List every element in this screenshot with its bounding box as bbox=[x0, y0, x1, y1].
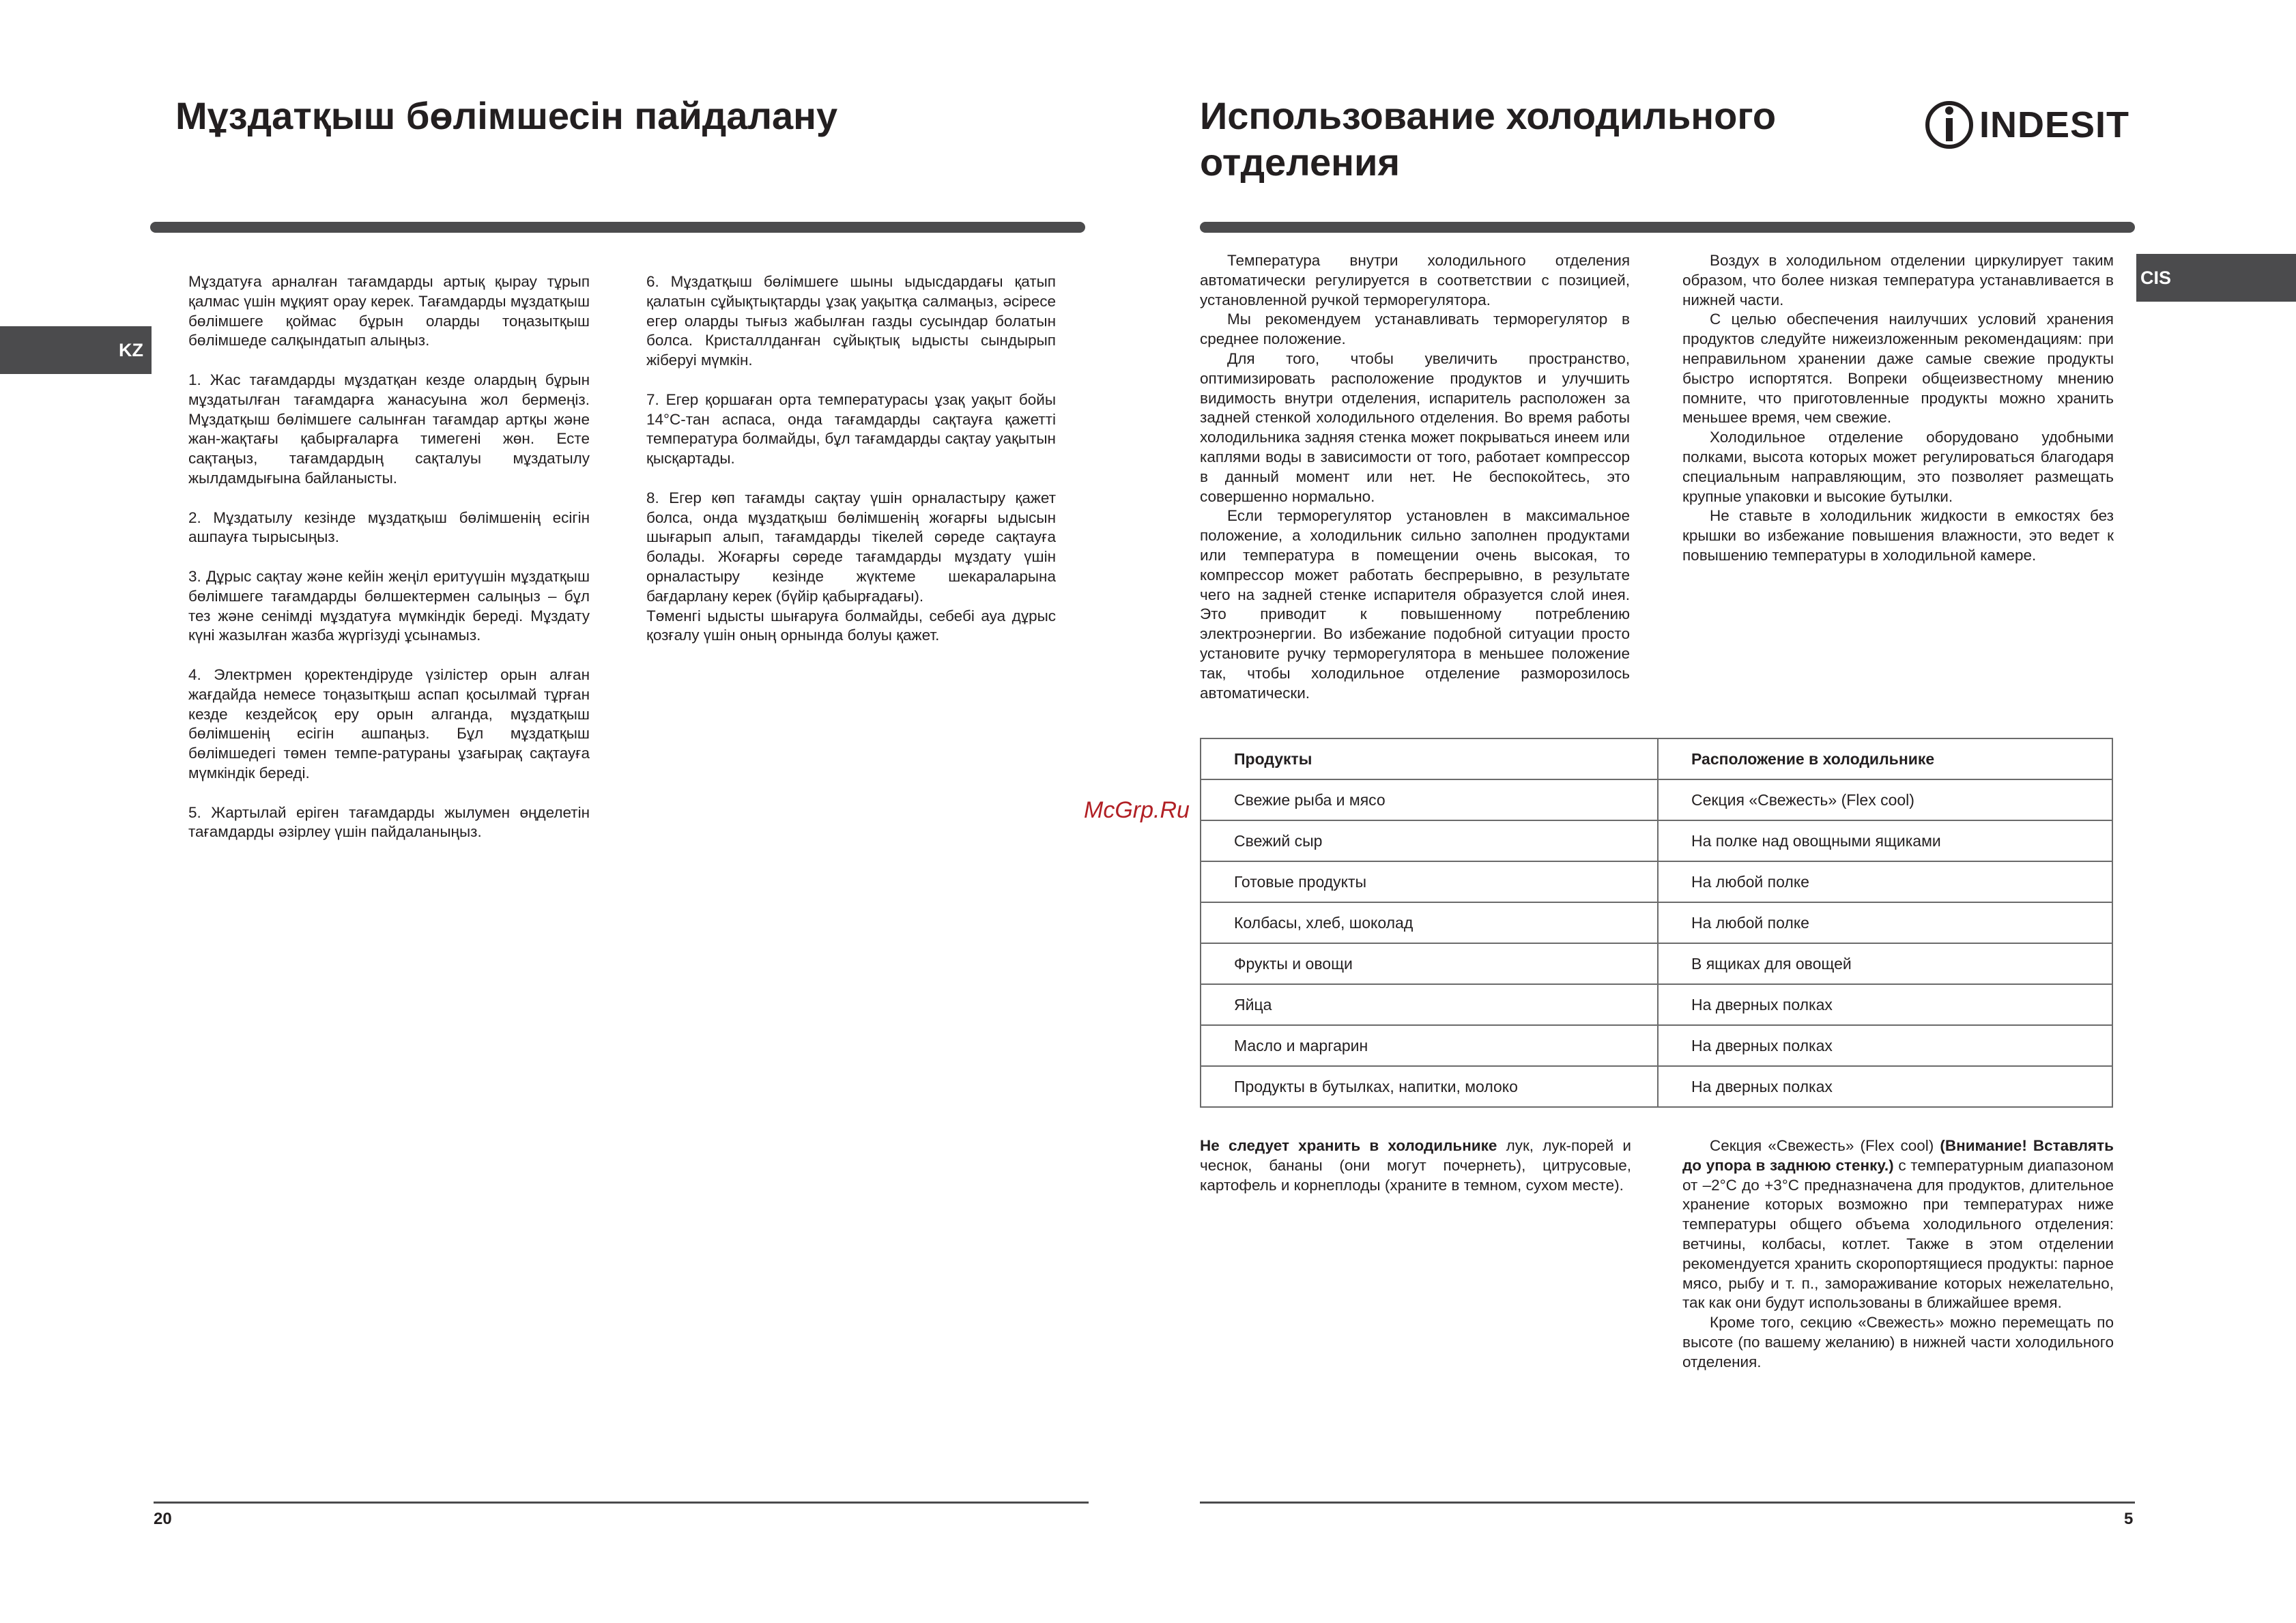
table-cell: На дверных полках bbox=[1658, 1066, 2112, 1107]
ru-paragraph: Температура внутри холодильного отделения автоматически регулируется в соответствии с позицией, установленной ручкой терморегулятора. bbox=[1200, 252, 1630, 308]
table-cell: На дверных полках bbox=[1658, 1025, 2112, 1066]
table-cell: На дверных полках bbox=[1658, 984, 2112, 1025]
kz-paragraph: 8. Егер көп тағамды сақтау үшін орналастыру қажет болса, онда мұздатқыш бөлімшенің жоғарғы ыдысын шығарып алып, тағамдарды тікелей сөреде сақтауға болады. Жоғарғы сөреде тағамдарды мұздату үшін орналастыру кезінде жүктеме шекараларына бағдарлану керек (бүйір қабырғадағы). Төменгі ыдысты шығаруға болмайды, себебі ауа дұрыс қозғалу үшін оның орнында болуы қажет. bbox=[646, 489, 1056, 644]
left-page-number: 20 bbox=[154, 1510, 172, 1528]
left-page-title: Мұздатқыш бөлімшесін пайдалану bbox=[175, 94, 838, 137]
table-row bbox=[1201, 779, 2112, 820]
ru-paragraph: Для того, чтобы увеличить пространство, оптимизировать расположение продуктов и улучшить видимость внутри отделения, испаритель расположен за задней стенкой холодильного отделения. Во время работы холодильника задняя стенка может покрываться инеем или каплями воды в зависимости от того, работает компрессор в данный момент или нет. Не беспокойтесь, это совершенно нормально. bbox=[1200, 349, 1630, 505]
ru-paragraph: Воздух в холодильном отделении циркулирует таким образом, что более низкая температура устанавливается в нижней части. bbox=[1682, 252, 2114, 308]
table-row bbox=[1201, 943, 2112, 984]
kz-paragraph: 4. Электрмен қоректендіруде үзілістер орын алған жағдайда немесе тоңазытқыш аспап қосылмай тұрған кезде кездейсоқ еру орын алганда, мұздатқыш бөлімшенің есігін ашпаңыз. Бұл мұздатқыш бөлімшедегі төмен темпе-ратураны ұзағырақ сақтауға мүмкіндік береді. bbox=[188, 665, 590, 781]
kz-tab-label: KZ bbox=[119, 339, 143, 360]
kz-language-tab bbox=[0, 326, 152, 374]
freshness-warning: (Внимание! Вставлять до упора в заднюю стенку.) bbox=[1682, 1137, 2114, 1174]
do-not-store-heading: Не следует хранить в холодильнике bbox=[1200, 1137, 1497, 1154]
ru-paragraph: Холодильное отделение оборудовано удобными полками, высота которых может регулироваться благодаря специальным направляющим, это позволяет размещать крупные упаковки и высокие бутылки. bbox=[1682, 429, 2114, 505]
indesit-logo bbox=[1923, 99, 2129, 151]
do-not-store-note bbox=[1200, 1136, 1631, 1195]
right-column-2 bbox=[1682, 251, 2114, 566]
left-footer-rule bbox=[154, 1502, 1089, 1504]
table-row bbox=[1201, 902, 2112, 943]
kz-paragraph: 1. Жас тағамдарды мұздатқан кезде олардың бұрын мұздатылған тағамдарға жанасуына жол бермеңіз. Мұздатқыш бөлімшеге салынған тағамдар артқы және жан-жақтағы қабырғаларға тимегені жөн. Есте сақтаңыз, тағамдардың сақталуы мұздатылу жылдамдығына байланысты. bbox=[188, 371, 590, 487]
right-page-number: 5 bbox=[2124, 1510, 2134, 1528]
table-cell: Продукты в бутылках, напитки, молоко bbox=[1201, 1066, 1658, 1107]
table-cell: На любой полке bbox=[1658, 861, 2112, 902]
table-cell: Яйца bbox=[1201, 984, 1658, 1025]
table-row bbox=[1201, 861, 2112, 902]
indesit-logo-icon bbox=[1923, 99, 1975, 151]
cis-tab-label: CIS bbox=[2140, 267, 2172, 288]
kz-paragraph: 2. Мұздатылу кезінде мұздатқыш бөлімшенің есігін ашпауға тырысыңыз. bbox=[188, 508, 590, 546]
ru-paragraph: Мы рекомендуем устанавливать терморегулятор в среднее положение. bbox=[1200, 311, 1630, 348]
storage-table bbox=[1200, 738, 2113, 1108]
table-cell: На любой полке bbox=[1658, 902, 2112, 943]
kz-paragraph: Мұздатуға арналған тағамдарды артық қырау тұрып қалмас үшін мұқият орау керек. Тағамдарды мұздатқыш бөлімшеге қоймас бұрын оларды тоңазытқыш бөлімшеде салқындатып алыңыз. bbox=[188, 273, 590, 349]
freshness-text: с температурным диапазоном от –2°С до +3°С предназначена для продуктов, длительное хранение которых возможно при температурах ниже температуры общего объема холодильного отделения: ветчины, колбасы, котлет. Также в этом отделении рекомендуется хранить скоропортящиеся продукты: парное мясо, рыбу и т. п., замораживание которых нежелательно, так как они будут использованы в ближайшее время. bbox=[1682, 1156, 2114, 1312]
table-cell: Фрукты и овощи bbox=[1201, 943, 1658, 984]
watermark: McGrp.Ru bbox=[1084, 797, 1190, 823]
table-cell: Секция «Свежесть» (Flex cool) bbox=[1658, 779, 2112, 820]
freshness-intro: Секция «Свежесть» (Flex cool) bbox=[1710, 1137, 1940, 1154]
right-title-line1: Использование холодильного bbox=[1200, 94, 1777, 137]
table-cell: Масло и маргарин bbox=[1201, 1025, 1658, 1066]
ru-paragraph: Не ставьте в холодильник жидкости в емкостях без крышки во избежание повышения влажности, это ведет к повышению температуры в холодильной камере. bbox=[1682, 507, 2114, 564]
left-column-2 bbox=[646, 272, 1056, 665]
right-title-bar bbox=[1200, 222, 2135, 233]
ru-paragraph: Если терморегулятор установлен в максимальное положение, а холодильник сильно заполнен продуктами или температура в помещении очень высокая, то компрессор может работать беспрерывно, в результате чего на задней стенке испарителя образуется слой инея. Это приводит к повышенному потреблению электроэнергии. Во избежание подобной ситуации просто установите ручку терморегулятора в меньшее положение так, чтобы холодильное отделение разморозилось автоматически. bbox=[1200, 507, 1630, 702]
left-title-bar bbox=[150, 222, 1085, 233]
table-header-products: Продукты bbox=[1201, 738, 1658, 779]
kz-paragraph: 6. Мұздатқыш бөлімшеге шыны ыдысдардағы қатып қалатын сұйықтықтарды ұзақ уақытқа салмаңыз, әсіресе егер оларды тығыз жабылған газды сусындар болатын болса. Кристаллданған сұйықтық ыдысты сындырып жіберуі мүмкін. bbox=[646, 273, 1056, 369]
table-cell: На полке над овощными ящиками bbox=[1658, 820, 2112, 861]
table-row bbox=[1201, 1066, 2112, 1107]
cis-language-tab bbox=[2136, 254, 2296, 302]
kz-paragraph: 3. Дұрыс сақтау және кейін жеңіл еритуүшін мұздатқыш бөлімшеге тағамдарды бөлшектермен салыңыз – бұл тез және сенімді мұздатуға мүмкіндік береді. Мұздату күні жазылған жазба жүргізуді ұсынамыз. bbox=[188, 567, 590, 644]
freshness-section-note bbox=[1682, 1136, 2114, 1373]
table-cell: В ящиках для овощей bbox=[1658, 943, 2112, 984]
table-cell: Свежий сыр bbox=[1201, 820, 1658, 861]
table-row bbox=[1201, 1025, 2112, 1066]
table-cell: Свежие рыба и мясо bbox=[1201, 779, 1658, 820]
table-header-row bbox=[1201, 738, 2112, 779]
right-column-1 bbox=[1200, 251, 1630, 703]
kz-paragraph: 7. Егер қоршаған орта температурасы ұзақ уақыт бойы 14°С-тан аспаса, онда тағамдарды сақтауға қажетті температура болмайды, бұл тағамдарды сақтау уақытын қысқартады. bbox=[646, 390, 1056, 468]
kz-paragraph: 5. Жартылай еріген тағамдарды жылумен өңделетін тағамдарды әзірлеу үшін пайдаланыңыз. bbox=[188, 803, 590, 841]
ru-paragraph: С целью обеспечения наилучших условий хранения продуктов следуйте нижеизложенным рекомендациям: при неправильном хранении даже самые свежие продукты быстро испортятся. Вопреки общеизвестному мнению помните, что приготовленные продукты можно хранить меньшее время, чем свежие. bbox=[1682, 311, 2114, 427]
right-title-line2: отделения bbox=[1200, 141, 1401, 184]
table-row bbox=[1201, 984, 2112, 1025]
table-header-location: Расположение в холодильнике bbox=[1658, 738, 2112, 779]
left-column-1 bbox=[188, 272, 590, 862]
table-row bbox=[1201, 820, 2112, 861]
table-cell: Колбасы, хлеб, шоколад bbox=[1201, 902, 1658, 943]
right-page-title bbox=[1200, 93, 1776, 186]
do-not-store-text: лук, лук-порей и чеснок, бананы (они могут почернеть), цитрусовые, картофель и корнеплоды (храните в темном, сухом месте). bbox=[1200, 1137, 1631, 1194]
brand-name: INDESIT bbox=[1979, 104, 2130, 145]
freshness-extra: Кроме того, секцию «Свежесть» можно перемещать по высоте (по вашему желанию) в нижней части холодильного отделения. bbox=[1682, 1314, 2114, 1370]
table-cell: Готовые продукты bbox=[1201, 861, 1658, 902]
right-footer-rule bbox=[1200, 1502, 2135, 1504]
